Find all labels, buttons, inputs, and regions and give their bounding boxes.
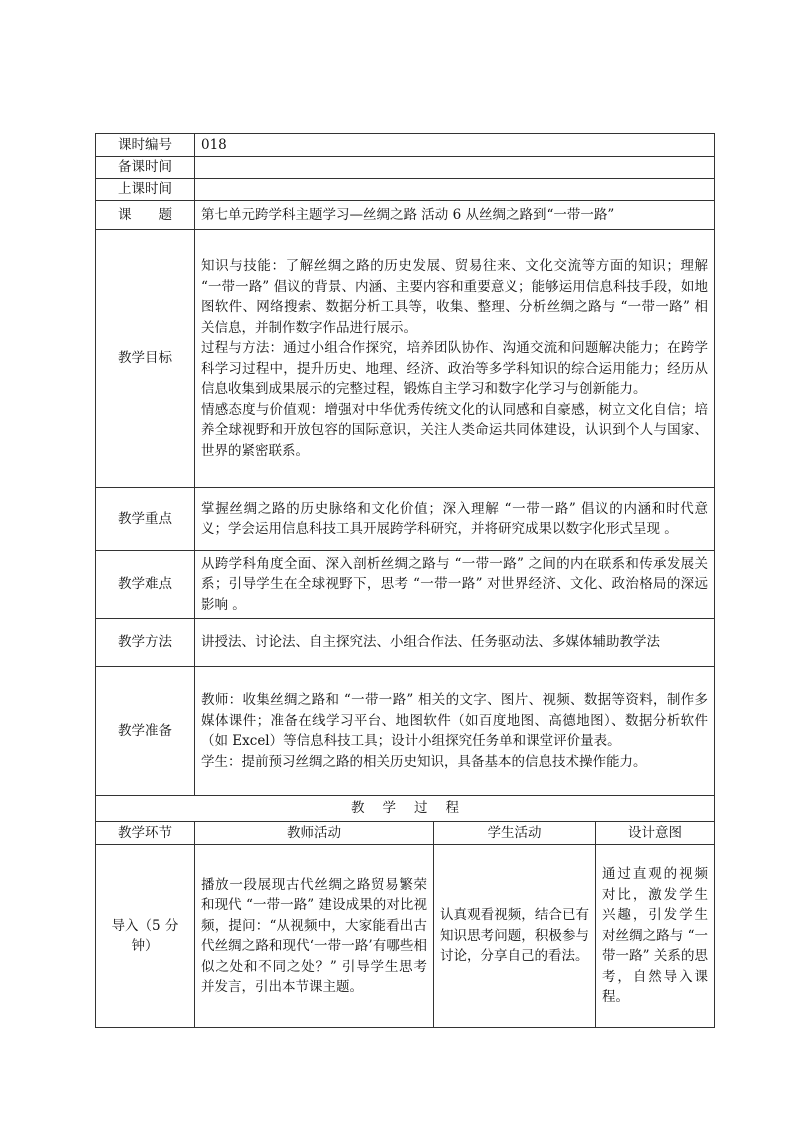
preparation-teacher: 教师：收集丝绸之路和 “一带一路” 相关的文字、图片、视频、数据等资料，制作多媒体课件；准备在线学习平台、地图软件（如百度地图、高德地图）、数据分析软件（如 Excel）等信息科技工具；设计小组探究任务单和课堂评价量表。	[201, 692, 709, 749]
key-points-label: 教学重点	[96, 488, 195, 551]
process-title	[96, 796, 715, 822]
row-prep-time	[96, 157, 715, 179]
difficulties-content: 从跨学科角度全面、深入剖析丝绸之路与 “一带一路” 之间的内在联系和传承发展关系；引导学生在全球视野下，思考 “一带一路” 对世界经济、文化、政治格局的深远影响 。	[195, 551, 715, 619]
class-time-label: 上课时间	[96, 179, 195, 201]
row-class-time	[96, 179, 715, 201]
topic-label: 课 题	[96, 201, 195, 230]
difficulties-label: 教学难点	[96, 551, 195, 619]
row-intro-stage	[96, 845, 715, 1028]
key-points-content: 掌握丝绸之路的历史脉络和文化价值；深入理解 “一带一路” 倡议的内涵和时代意义；学会运用信息科技工具开展跨学科研究，并将研究成果以数字化形式呈现 。	[195, 488, 715, 551]
topic-value: 第七单元跨学科主题学习—丝绸之路 活动 6 从丝绸之路到“一带一路”	[195, 201, 715, 230]
row-lesson-number	[96, 134, 715, 157]
preparation-student: 学生：提前预习丝绸之路的相关历史知识，具备基本的信息技术操作能力。	[201, 753, 647, 770]
intro-design-intent: 通过直观的视频对比，激发学生兴趣，引发学生对丝绸之路与 “一带一路” 关系的思考，自然导入课程。	[596, 845, 715, 1028]
preparation-content	[195, 667, 715, 796]
class-time-value	[195, 179, 715, 201]
row-process-title	[96, 796, 715, 822]
methods-content: 讲授法、讨论法、自主探究法、小组合作法、任务驱动法、多媒体辅助教学法	[195, 619, 715, 667]
intro-student-activity: 认真观看视频，结合已有知识思考问题，积极参与讨论，分享自己的看法。	[434, 845, 596, 1028]
row-preparation	[96, 667, 715, 796]
row-methods	[96, 619, 715, 667]
preparation-label: 教学准备	[96, 667, 195, 796]
lesson-number-value: 018	[195, 134, 715, 157]
objective-knowledge: 知识与技能：了解丝绸之路的历史发展、贸易往来、文化交流等方面的知识；理解 “一带一路” 倡议的背景、内涵、主要内容和重要意义；能够运用信息科技手段，如地图软件、网络搜索、数据分析工具等，收集、整理、分析丝绸之路与 “一带一路” 相关信息，并制作数字作品进行展示。	[201, 258, 709, 336]
header-teacher-activity: 教师活动	[195, 822, 434, 845]
row-key-points	[96, 488, 715, 551]
objectives-content	[195, 230, 715, 488]
process-title-text: 教学过程	[351, 800, 477, 817]
prep-time-value	[195, 157, 715, 179]
objective-process: 过程与方法：通过小组合作探究，培养团队协作、沟通交流和问题解决能力；在跨学科学习过程中，提升历史、地理、经济、政治等多学科知识的综合运用能力；经历从信息收集到成果展示的完整过程，锻炼自主学习和数字化学习与创新能力。	[201, 340, 709, 397]
lesson-number-label: 课时编号	[96, 134, 195, 157]
row-topic	[96, 201, 715, 230]
header-student-activity: 学生活动	[434, 822, 596, 845]
row-process-headers	[96, 822, 715, 845]
row-objectives	[96, 230, 715, 488]
lesson-plan-table	[95, 133, 715, 1028]
objective-attitude: 情感态度与价值观：增强对中华优秀传统文化的认同感和自豪感，树立文化自信；培养全球视野和开放包容的国际意识，关注人类命运共同体建设，认识到个人与国家、世界的紧密联系。	[201, 401, 709, 459]
header-design-intent: 设计意图	[596, 822, 715, 845]
objectives-label: 教学目标	[96, 230, 195, 488]
intro-teacher-activity: 播放一段展现古代丝绸之路贸易繁荣和现代 “一带一路” 建设成果的对比视频，提问：“从视频中，大家能看出古代丝绸之路和现代‘一带一路’有哪些相似之处和不同之处？” 引导学生思考并发言，引出本节课主题。	[195, 845, 434, 1028]
methods-label: 教学方法	[96, 619, 195, 667]
row-difficulties	[96, 551, 715, 619]
prep-time-label: 备课时间	[96, 157, 195, 179]
intro-stage: 导入（5 分钟）	[96, 845, 195, 1028]
header-stage: 教学环节	[96, 822, 195, 845]
